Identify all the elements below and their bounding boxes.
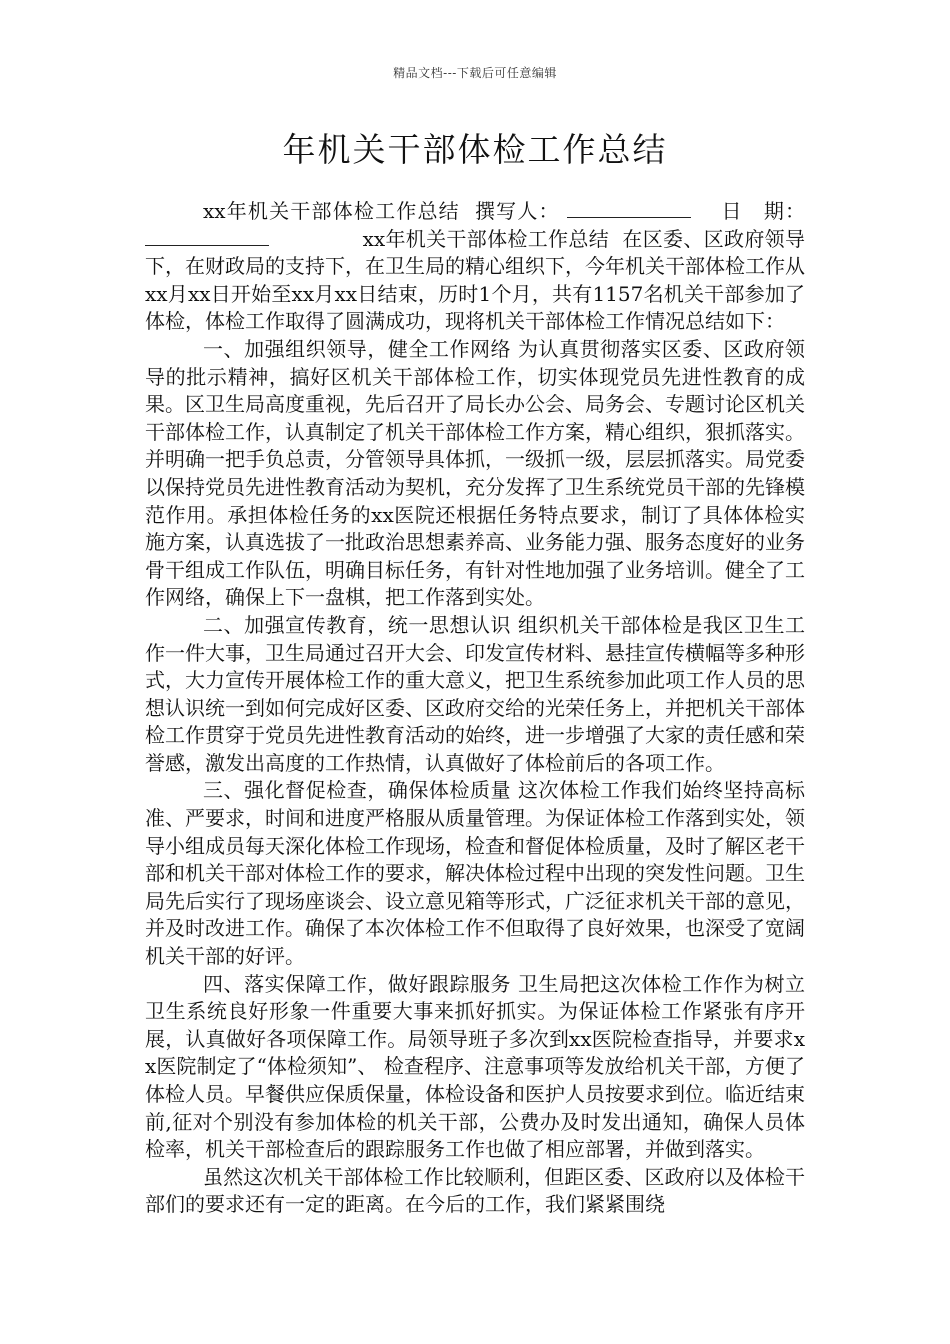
paragraph-4: 四、落实保障工作，做好跟踪服务 卫生局把这次体检工作作为树立卫生系统良好形象一件重要大事来抓好抓实。为保证体检工作紧张有序开展，认真做好各项保障工作。局领导班子多次到xx医院检查指导，并要求xx医院制定了“体检须知”、 检查程序、注意事项等发放给机关干部，方便了体检人员。早餐供应保质保量，体检设备和医护人员按要求到位。临近结束前,征对个别没有参加体检的机关干部，公费办及时发出通知，确保人员体检率，机关干部检查后的跟踪服务工作也做了相应部署，并做到落实。 [145,971,805,1162]
header-note: 精品文档---下载后可任意编辑 [393,66,557,80]
meta-paragraph [145,198,805,336]
paragraph-2: 二、加强宣传教育，统一思想认识 组织机关干部体检是我区卫生工作一件大事，卫生局通过召开大会、印发宣传材料、悬挂宣传横幅等多种形式，大力宣传开展体检工作的重大意义，把卫生系统参加此项工作人员的思想认识统一到如何完成好区委、区政府交给的光荣任务上，并把机关干部体检工作贯穿于党员先进性教育活动的始终，进一步增强了大家的责任感和荣誉感，激发出高度的工作热情，认真做好了体检前后的各项工作。 [145,612,805,775]
doc-name: xx年机关干部体检工作总结 [203,199,460,223]
intro-text: 在区委、区政府领导下，在财政局的支持下，在卫生局的精心组织下，今年机关干部体检工作从xx月xx日开始至xx月xx日结束，历时1个月，共有1157名机关干部参加了体检，体检工作取得了圆满成功，现将机关干部体检工作情况总结如下： [145,226,806,334]
document-body [145,198,805,1219]
date-blank [145,227,269,246]
date-label: 日 期： [721,199,806,223]
author-label: 撰写人： [474,199,560,223]
paragraph-1: 一、加强组织领导，健全工作网络 为认真贯彻落实区委、区政府领导的批示精神，搞好区机关干部体检工作，切实体现党员先进性教育的成果。区卫生局高度重视，先后召开了局长办公会、局务会、专题讨论区机关干部体检工作，认真制定了机关干部体检工作方案，精心组织，狠抓落实。并明确一把手负总责，分管领导具体抓，一级抓一级，层层抓落实。局党委以保持党员先进性教育活动为契机，充分发挥了卫生系统党员干部的先锋模范作用。承担体检任务的xx医院还根据任务特点要求，制订了具体体检实施方案，认真选拔了一批政治思想素养高、业务能力强、服务态度好的业务骨干组成工作队伍，明确目标任务，有针对性地加强了业务培训。健全了工作网络，确保上下一盘棋，把工作落到实处。 [145,336,805,610]
intro-title: xx年机关干部体检工作总结 [362,226,610,251]
paragraph-3: 三、强化督促检查，确保体检质量 这次体检工作我们始终坚持高标准、严要求，时间和进度严格服从质量管理。为保证体检工作落到实处，领导小组成员每天深化体检工作现场，检查和督促体检质量，及时了解区老干部和机关干部对体检工作的要求，解决体检过程中出现的突发性问题。卫生局先后实行了现场座谈会、设立意见箱等形式，广泛征求机关干部的意见，并及时改进工作。确保了本次体检工作不但取得了良好效果，也深受了宽阔机关干部的好评。 [145,778,805,969]
author-blank [567,199,691,218]
document-title: 年机关干部体检工作总结 [282,130,668,169]
paragraph-5: 虽然这次机关干部体检工作比较顺利，但距区委、区政府以及体检干部们的要求还有一定的距离。在今后的工作，我们紧紧围绕 [145,1164,805,1217]
